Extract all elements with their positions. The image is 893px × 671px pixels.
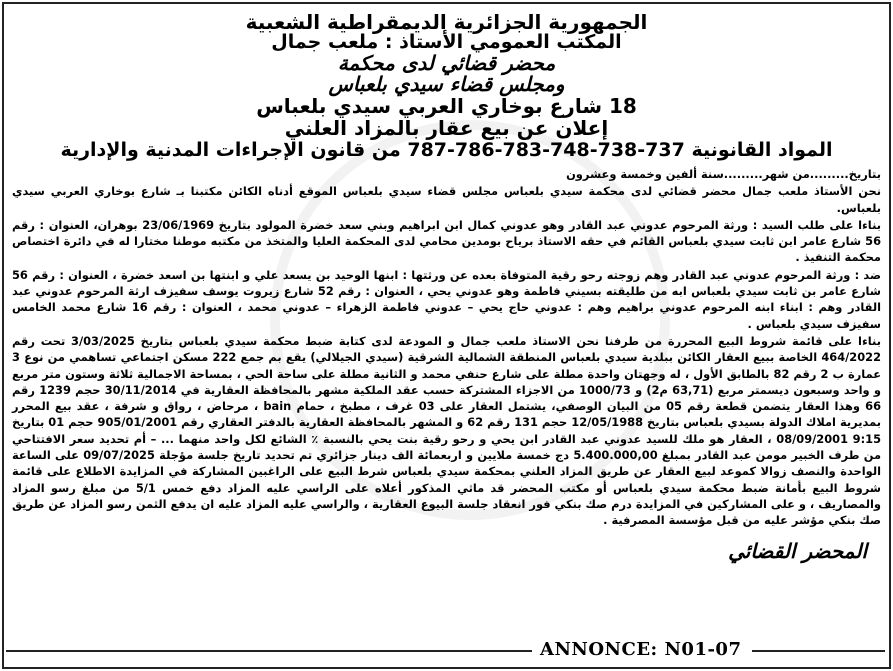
header-bailiff: محضر قضائي لدى محكمة: [337, 51, 556, 75]
annonce-number: ANNONCE: N01-07: [540, 639, 742, 660]
footer-rule-right: [752, 650, 885, 652]
paragraph-against: ضد : ورثة المرحوم عدوني عبد القادر وهم زوجته رحو رقية المتوفاة بعده عن ورثتها : ابنها الوحيد بن يسعد علي و ابنتها بن اسعد خضرة ، العنوان : رقم 56 شارع عامر بن ثابت سيدي بلعباس ابه من طليقته بسيني فاطمة وهو عدوني يحي ، العنوان : رقم 52 شارع زيروت يوسف سفيزف ارثة المرحوم عدوني عبد القادر وهم : ابناء ابنه المرحوم عدوني براهيم وهم : عدوني حاج يحي – عدوني فاطمة الزهراء – عدوني محمد ، العنوان : رقم 16 شارع محمد الخامس سفيزف سيدي بلعباس .: [12, 267, 881, 331]
paragraph-request: بناءا على طلب السيد : ورثة المرحوم عدوني عبد القادر وهو عدوني كمال ابن ابراهيم وبني سعد خضرة المولود بتاريخ 23/06/1969 بوهران، العنوان : رقم 56 شارع عامر ابن ثابت سيدي بلعباس القائم في حقه الاستاذ برياح بومدين محامي لدى المحكمة العليا والمتخذ من مكتبه موطنا مختارا له في دائرة اختصاص محكمة التنفيذ .: [12, 217, 882, 265]
header-court: ومجلس قضاء سيدي بلعباس: [328, 72, 565, 96]
paragraph-date: بتاريخ.........من شهر.........سنة ألفين وخمسة وعشرون: [566, 167, 881, 181]
signature-title: المحضر القضائي: [728, 538, 867, 563]
header-office: المكتب العمومي الأستاذ : ملعب جمال: [271, 31, 622, 53]
header-legal-articles: المواد القانونية 737-738-748-783-786-787 من قانون الإجراءات المدنية والإدارية: [60, 139, 833, 161]
header-republic: الجمهورية الجزائرية الديمقراطية الشعبية: [245, 10, 648, 34]
paragraph-property: بناءا على قائمة شروط البيع المحررة من طرفنا نحن الاستاذ ملعب جمال و المودعة لدى كتابة ضبط محكمة سيدي بلعباس بتاريخ 3/03/2025 تحت رقم 464/2022 الخاصة ببيع العقار الكائن ببلدية سيدي بلعباس المنطقة الشمالية الشرقية (سيدي الجيلالي) يقع بم جمع 222 مسكن اجتماعي تساهمي من نوع 3 عمارة ب 2 رقم 82 بالطابق الأول ، له وجهتان واحدة مطلة على شارع حنفي محمد و الثانية مطلة على ساحة الحي ، بمساحة الاجمالية ثلاثة وستون متر مربع و واحد وسبعون ديسمتر مربع (63,71 م2) و 1000/73 من الاجزاء المشتركة حسب عقد الملكية مشهر بالمحافظة العقارية في 30/11/2014 حجم 1239 رقم 66 وهذا العقار يتضمن قطعة رقم 05 من البيان الوصفي، يشتمل العقار على 03 غرف ، مطبخ ، حمام bain ، مرحاض ، رواق و شرفة ، عقد بيع المحرر بمديرية املاك الدولة بسيدي بلعباس بتاريخ 12/05/1988 حجم 131 رقم 62 و المشهر بالمحافظة العقارية بالدفتر العقاري رقم 905/01/2001 حجم 01 بتاريخ 9:15 08/09/2001 ، العقار هو ملك للسيد عدوني عبد القادر ابن يحي و رحو رقية بنت يحي بالنسبة ٪ الشائع لكل واحد منهما ... – أم تحديد سعر الافتتاحي من طرف الخبير مومن عبد القادر بمبلغ 5.400.000,00 دج خمسة ملايين و اربعمائة الف دينار جزائري تم تحديد تاريخ جلسة مؤجلة 09/07/2025 على الساعة الواحدة والنصف زوالا كموعد لبيع العقار عن طريق المزاد العلني بمحكمة سيدي بلعباس شرط البيع على الراغبين المشاركة في المزايدة الاطلاع على قائمة شروط البيع بأمانة ضبط محكمة سيدي بلعباس أو مكتب المحضر قد ماثي المذكور أعلاه على الراسي عليه المزاد دفع خمس 5/1 من مبلغ رسو المزاد والمصاريف ، و على المشاركين في المزايدة درم صك بنكي فور انعقاد جلسة البيوع العقارية ، والراسي عليه المزاد عليه ان يدفع الثمن رسو المزاد عن طريق صك بنكي مؤشر عليه من قبل مؤسسة المصرفية .: [12, 333, 882, 528]
annonce-footer: [0, 639, 893, 663]
footer-rule-left: [6, 650, 532, 652]
paragraph-bailiff: نحن الأستاذ ملعب جمال محضر قضائي لدى محكمة سيدي بلعباس مجلس قضاء سيدي بلعباس الموقع أدناه الكائن مكتبنا بـ شارع بوخاري العربي سيدي بلعباس.: [12, 184, 881, 215]
header-title: إعلان عن بيع عقار بالمزاد العلني: [284, 116, 609, 140]
header-address: 18 شارع بوخاري العربي سيدي بلعباس: [256, 94, 637, 118]
page-border: [2, 2, 891, 669]
